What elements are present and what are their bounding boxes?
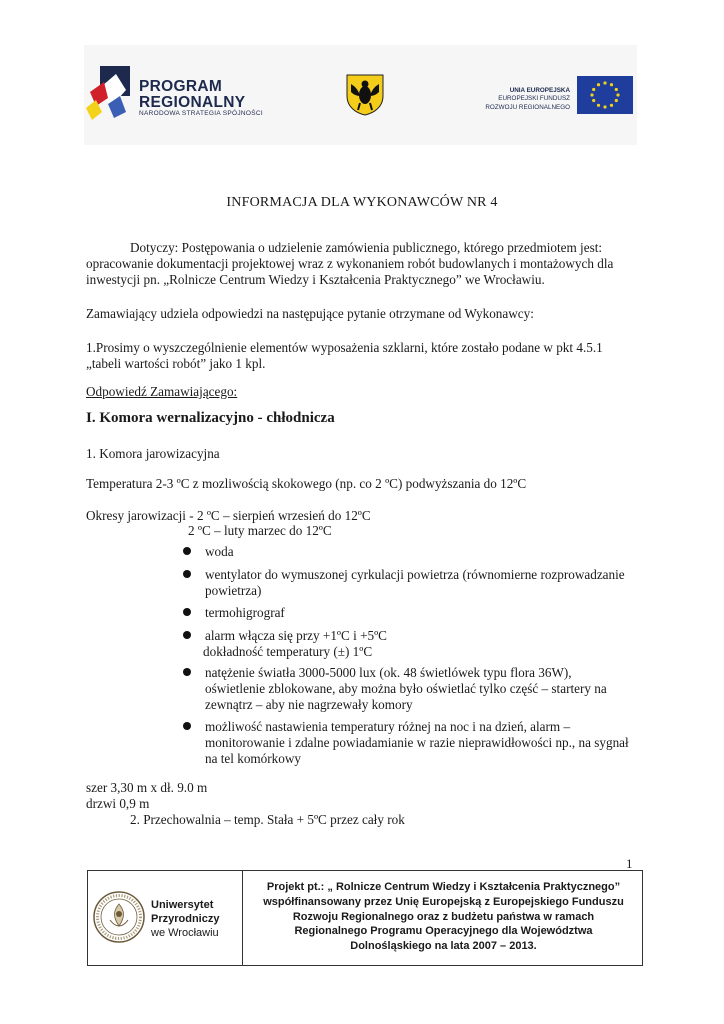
list-item xyxy=(205,567,645,599)
question-line1: 1.Prosimy o wyszczególnienie elementów wyposażenia szklarni, które zostało podane w pkt 4.5.1 xyxy=(86,340,603,355)
program-title xyxy=(139,79,245,111)
bullet-text: możliwość nastawienia temperatury różnej na noc i na dzień, alarm – xyxy=(205,719,571,734)
bullet-text: powietrza) xyxy=(205,583,262,598)
project-line: współfinansowany przez Unię Europejską z Europejskiego Funduszu xyxy=(263,895,624,908)
bullet-text: zewnątrz – aby nie nagrzewały komory xyxy=(205,697,413,712)
project-line: Regionalnego Programu Operacyjnego dla Województwa xyxy=(294,925,593,938)
program-line2: REGIONALNY xyxy=(139,94,246,111)
eu-flag-icon xyxy=(577,76,633,114)
answer-intro: Zamawiający udziela odpowiedzi na następujące pytanie otrzymane od Wykonawcy: xyxy=(86,306,534,321)
program-regionalny-logo-icon xyxy=(86,64,138,122)
question-line2: „tabeli wartości robót” jako 1 kpl. xyxy=(86,356,266,371)
university-name xyxy=(151,898,219,940)
bullet-icon xyxy=(183,631,191,639)
uni-line3: we Wrocławiu xyxy=(151,927,219,939)
bullet-icon xyxy=(183,722,191,730)
intro-paragraph xyxy=(86,240,639,288)
answer-label: Odpowiedź Zamawiającego: xyxy=(86,384,238,399)
page-number: 1 xyxy=(626,856,633,871)
bullet-text: woda xyxy=(205,544,234,559)
bullet-text: monitorowanie i zdalne powiadamianie w razie nieprawidłowości np., na sygnał xyxy=(205,735,629,750)
bullet-icon xyxy=(183,570,191,578)
uni-line1: Uniwersytet xyxy=(151,899,214,911)
bullet-text: alarm włącza się przy +1ºC i +5ºC xyxy=(205,628,387,643)
bullet-text: oświetlenie zblokowane, aby można było oświetlać tylko część – startery na xyxy=(205,681,607,696)
program-line1: PROGRAM xyxy=(139,78,223,95)
bullet-text: natężenie światła 3000-5000 lux (ok. 48 świetlówek typu flora 36W), xyxy=(205,665,572,680)
university-seal-icon xyxy=(92,890,146,944)
bullet-text: na tel komórkowy xyxy=(205,751,301,766)
project-line: Dolnośląskiego na lata 2007 – 2013. xyxy=(350,940,537,953)
dims-line1: szer 3,30 m x dł. 9.0 m xyxy=(86,780,208,795)
intro-line2: opracowanie dokumentacji projektowej wraz z wykonaniem robót budowlanych i montażowych dla xyxy=(86,256,614,271)
storage-line: 2. Przechowalnia – temp. Stała + 5ºC przez cały rok xyxy=(130,812,405,827)
uni-line2: Przyrodniczy xyxy=(151,913,220,925)
question-paragraph xyxy=(86,340,639,372)
project-description xyxy=(244,880,643,954)
coat-of-arms-icon xyxy=(346,74,384,116)
bullet-text: termohigrograf xyxy=(205,605,285,620)
project-line: Rozwoju Regionalnego oraz z budżetu państwa w ramach xyxy=(292,910,595,923)
list-item xyxy=(205,605,645,621)
program-subtitle: NARODOWA STRATEGIA SPÓJNOŚCI xyxy=(139,110,263,117)
dims-line2: drzwi 0,9 m xyxy=(86,796,150,811)
eu-line3: ROZWOJU REGIONALNEGO xyxy=(485,103,570,111)
bullet-text: wentylator do wymuszonej cyrkulacji powietrza (równomierne rozprowadzanie xyxy=(205,567,625,582)
list-item xyxy=(205,665,645,713)
intro-line1: Dotyczy: Postępowania o udzielenie zamówienia publicznego, którego przedmiotem jest: xyxy=(130,240,603,255)
footer-divider xyxy=(242,870,243,966)
sub-heading-1: 1. Komora jarowizacyjna xyxy=(86,446,220,461)
periods-line2: 2 ºC – luty marzec do 12ºC xyxy=(188,523,332,538)
temperature-line: Temperatura 2-3 ºC z mozliwością skokowego (np. co 2 ºC) podwyższania do 12ºC xyxy=(86,476,527,491)
eu-line1: UNIA EUROPEJSKA xyxy=(509,87,570,94)
bullet-icon xyxy=(183,668,191,676)
eu-text xyxy=(462,87,570,112)
bullet-icon xyxy=(183,547,191,555)
intro-line3: inwestycji pn. „Rolnicze Centrum Wiedzy i Kształcenia Praktycznego” we Wrocławiu. xyxy=(86,272,545,287)
bullet-icon xyxy=(183,608,191,616)
list-item xyxy=(205,628,645,660)
project-line: Projekt pt.: „ Rolnicze Centrum Wiedzy i Kształcenia Praktycznego” xyxy=(266,881,621,893)
document-title: INFORMACJA DLA WYKONAWCÓW NR 4 xyxy=(226,195,498,210)
list-item xyxy=(205,544,645,560)
eu-line2: EUROPEJSKI FUNDUSZ xyxy=(498,95,570,103)
bullet-text: dokładność temperatury (±) 1ºC xyxy=(203,644,373,659)
list-item xyxy=(205,719,645,767)
section-heading: I. Komora wernalizacyjno - chłodnicza xyxy=(86,410,335,426)
periods-line1: Okresy jarowizacji - 2 ºC – sierpień wrzesień do 12ºC xyxy=(86,508,371,523)
